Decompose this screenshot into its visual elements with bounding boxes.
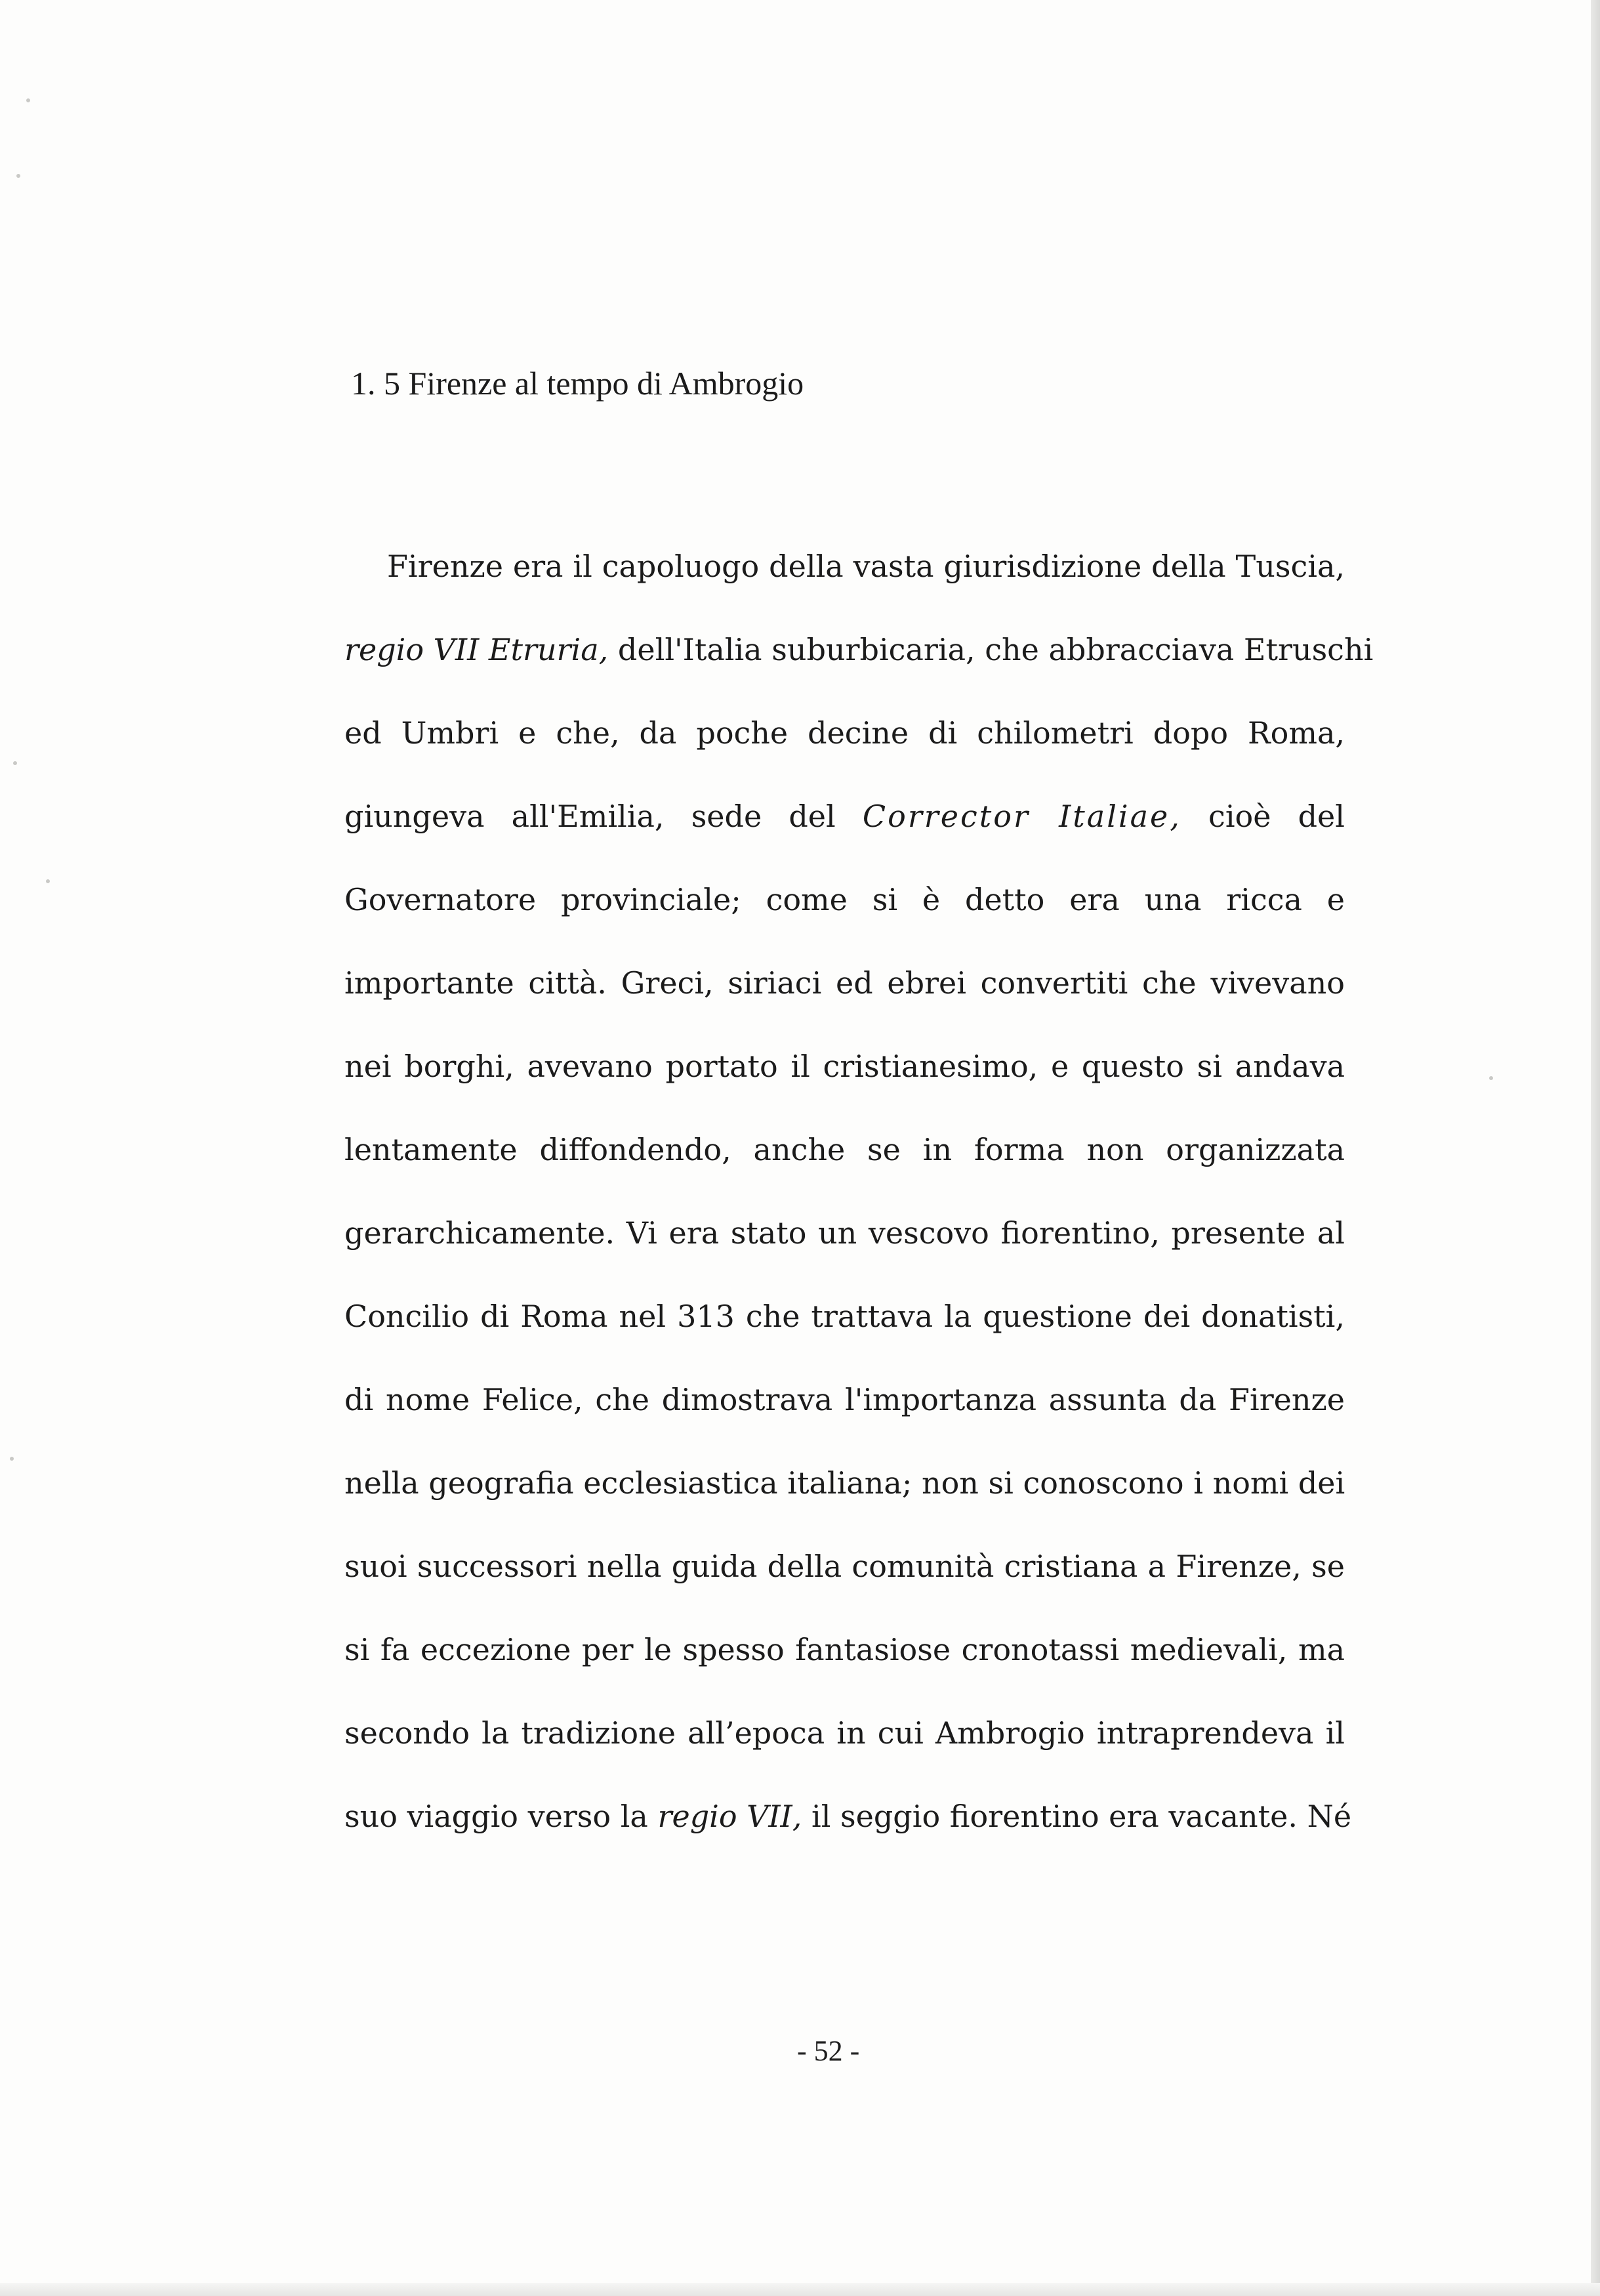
text-line: si fa eccezione per le spesso fantasiose cronotassi medievali, ma xyxy=(344,1632,1345,1667)
text-line: regio VII Etruria, dell'Italia suburbicaria, che abbracciava Etruschi xyxy=(344,632,1374,667)
text-line: gerarchicamente. Vi era stato un vescovo fiorentino, presente al xyxy=(344,1215,1345,1251)
text-line: suoi successori nella guida della comunità cristiana a Firenze, se xyxy=(344,1549,1345,1584)
scan-speck xyxy=(26,98,30,102)
text-line: nella geografia ecclesiastica italiana; non si conoscono i nomi dei xyxy=(344,1465,1345,1501)
page-number: - 52 - xyxy=(797,2035,860,2067)
body-paragraph xyxy=(344,525,1374,1858)
text-line: giungeva all'Emilia, sede del Corrector Italiae, cioè del xyxy=(344,799,1345,834)
page-edge-shadow xyxy=(1591,0,1600,2296)
text-line: Concilio di Roma nel 313 che trattava la questione dei donatisti, xyxy=(344,1299,1345,1334)
text-line: ed Umbri e che, da poche decine di chilometri dopo Roma, xyxy=(344,715,1345,751)
text-line: lentamente diffondendo, anche se in forma non organizzata xyxy=(344,1132,1345,1167)
text-line: suo viaggio verso la regio VII, il seggio fiorentino era vacante. Né xyxy=(344,1799,1352,1834)
scan-speck xyxy=(13,761,17,765)
text-line: di nome Felice, che dimostrava l'importanza assunta da Firenze xyxy=(344,1382,1345,1417)
text-line: Governatore provinciale; come si è detto era una ricca e xyxy=(344,882,1345,917)
scan-speck xyxy=(10,1457,14,1461)
text-line: Firenze era il capoluogo della vasta giurisdizione della Tuscia, xyxy=(387,549,1345,584)
text-line: nei borghi, avevano portato il cristianesimo, e questo si andava xyxy=(344,1049,1345,1084)
text-line: importante città. Greci, siriaci ed ebrei convertiti che vivevano xyxy=(344,965,1345,1001)
scan-speck xyxy=(1489,1076,1493,1080)
scan-speck xyxy=(46,879,50,883)
page-bottom-shadow xyxy=(0,2283,1600,2296)
scan-speck xyxy=(16,174,20,178)
section-heading: 1. 5 Firenze al tempo di Ambrogio xyxy=(351,365,804,402)
text-line: secondo la tradizione all’epoca in cui Ambrogio intraprendeva il xyxy=(344,1715,1345,1751)
